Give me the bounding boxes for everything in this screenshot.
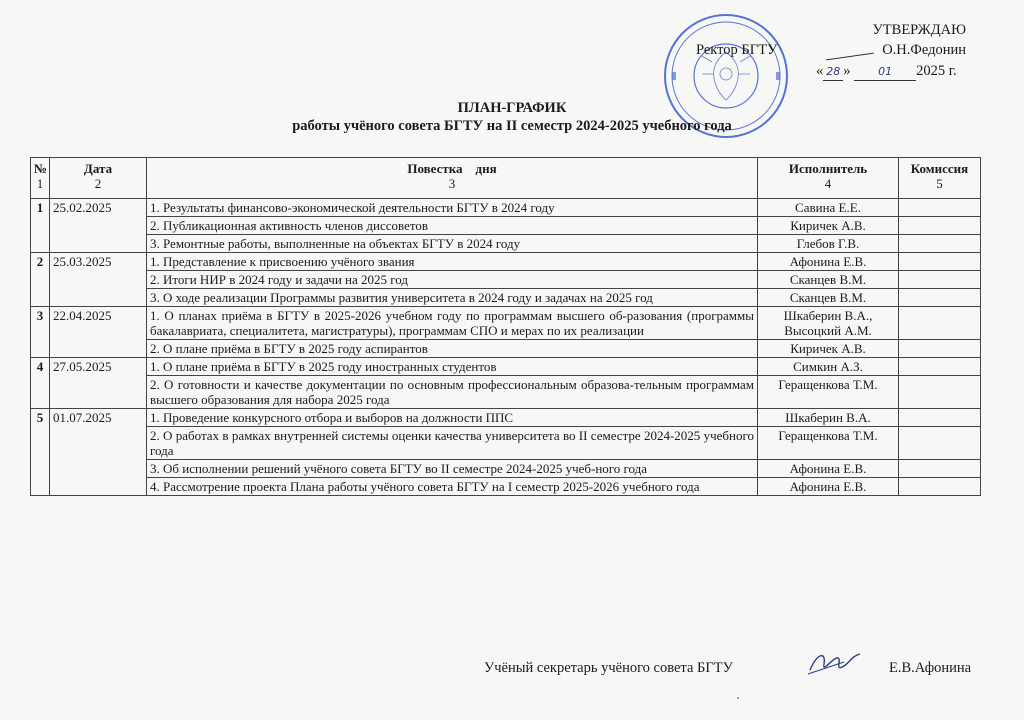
commission-cell [899,199,981,217]
meeting-number: 3 [31,307,50,358]
table-row [31,253,981,271]
executor: Киричек А.В. [758,340,899,358]
approval-title: УТВЕРЖДАЮ [872,22,966,38]
approval-block [676,22,996,82]
agenda-item: 4. Рассмотрение проекта Плана работы учёного совета БГТУ на I семестр 2025-2026 учебного года [147,478,758,496]
commission-cell [899,271,981,289]
commission-cell [899,289,981,307]
table-row [31,217,981,235]
meeting-number: 2 [31,253,50,307]
executor: Геращенкова Т.М. [758,427,899,460]
executor: Сканцев В.М. [758,271,899,289]
executor: Геращенкова Т.М. [758,376,899,409]
commission-cell [899,376,981,409]
meeting-number: 4 [31,358,50,409]
table-row [31,358,981,376]
commission-cell [899,340,981,358]
meeting-date: 25.02.2025 [50,199,147,253]
header-number: № 1 [31,158,50,199]
header-commission: Комиссия 5 [899,158,981,199]
table-row [31,199,981,217]
agenda-item: 2. О работах в рамках внутренней системы оценки качества университета во II семестре 2024-2025 учебного года [147,427,758,460]
scan-speck [737,697,739,699]
table-row [31,271,981,289]
commission-cell [899,409,981,427]
meeting-date: 01.07.2025 [50,409,147,496]
executor: Савина Е.Е. [758,199,899,217]
agenda-item: 3. Об исполнении решений учёного совета БГТУ во II семестре 2024-2025 учеб-ного года [147,460,758,478]
table-row [31,289,981,307]
rector-signature-line [826,53,874,61]
executor: Шкаберин В.А. [758,409,899,427]
date-quote-close: » [843,63,851,79]
meeting-number: 1 [31,199,50,253]
executor: Симкин А.З. [758,358,899,376]
executor: Сканцев В.М. [758,289,899,307]
agenda-item: 1. Представление к присвоению учёного звания [147,253,758,271]
executor: Афонина Е.В. [758,460,899,478]
agenda-item: 3. Ремонтные работы, выполненные на объектах БГТУ в 2024 году [147,235,758,253]
footer-signature-block [484,660,972,677]
meeting-number: 5 [31,409,50,496]
table-row [31,409,981,427]
agenda-item: 1. Проведение конкурсного отбора и выборов на должности ППС [147,409,758,427]
document-subtitle: работы учёного совета БГТУ на II семестр 2024-2025 учебного года [292,118,732,134]
executor: Киричек А.В. [758,217,899,235]
table-row [31,460,981,478]
approval-date [816,63,957,81]
document-title-block [0,99,1024,135]
date-year: 2025 г. [916,63,957,79]
approval-position: Ректор БГТУ [696,42,778,58]
table-row [31,478,981,496]
commission-cell [899,358,981,376]
executor: Шкаберин В.А., Высоцкий А.М. [758,307,899,340]
date-month: 01 [878,65,893,78]
commission-cell [899,253,981,271]
commission-cell [899,217,981,235]
agenda-item: 3. О ходе реализации Программы развития университета в 2024 году и задачах на 2025 год [147,289,758,307]
table-header-row [31,158,981,199]
commission-cell [899,478,981,496]
agenda-item: 1. О плане приёма в БГТУ в 2025 году иностранных студентов [147,358,758,376]
table-row [31,307,981,340]
date-day: 28 [826,65,841,78]
header-date: Дата 2 [50,158,147,199]
meeting-date: 22.04.2025 [50,307,147,358]
header-agenda: Повестка дня 3 [147,158,758,199]
table-row [31,376,981,409]
commission-cell [899,307,981,340]
agenda-item: 2. О плане приёма в БГТУ в 2025 году аспирантов [147,340,758,358]
commission-cell [899,427,981,460]
document-title: ПЛАН-ГРАФИК [457,100,567,116]
table-row [31,340,981,358]
agenda-item: 2. О готовности и качестве документации по основным профессиональным образова-тельным программам высшего образования для набора 2025 года [147,376,758,409]
agenda-item: 1. Результаты финансово-экономической деятельности БГТУ в 2024 году [147,199,758,217]
table-row [31,427,981,460]
secretary-name: Е.В.Афонина [889,660,972,676]
approval-name: О.Н.Федонин [882,42,966,58]
header-executor: Исполнитель 4 [758,158,899,199]
meeting-date: 25.03.2025 [50,253,147,307]
agenda-item: 2. Публикационная активность членов диссоветов [147,217,758,235]
secretary-role: Учёный секретарь учёного совета БГТУ [484,660,733,676]
date-quote-open: « [816,63,824,79]
meeting-date: 27.05.2025 [50,358,147,409]
commission-cell [899,235,981,253]
commission-cell [899,460,981,478]
agenda-item: 1. О планах приёма в БГТУ в 2025-2026 учебном году по программам высшего об-разования (программы бакалавриата, специалитета, магистратуры), программам СПО и мерах по их реализации [147,307,758,340]
plan-table [30,157,981,496]
agenda-item: 2. Итоги НИР в 2024 году и задачи на 2025 год [147,271,758,289]
executor: Афонина Е.В. [758,478,899,496]
executor: Афонина Е.В. [758,253,899,271]
table-row [31,235,981,253]
executor: Глебов Г.В. [758,235,899,253]
handwritten-signature [804,648,864,678]
